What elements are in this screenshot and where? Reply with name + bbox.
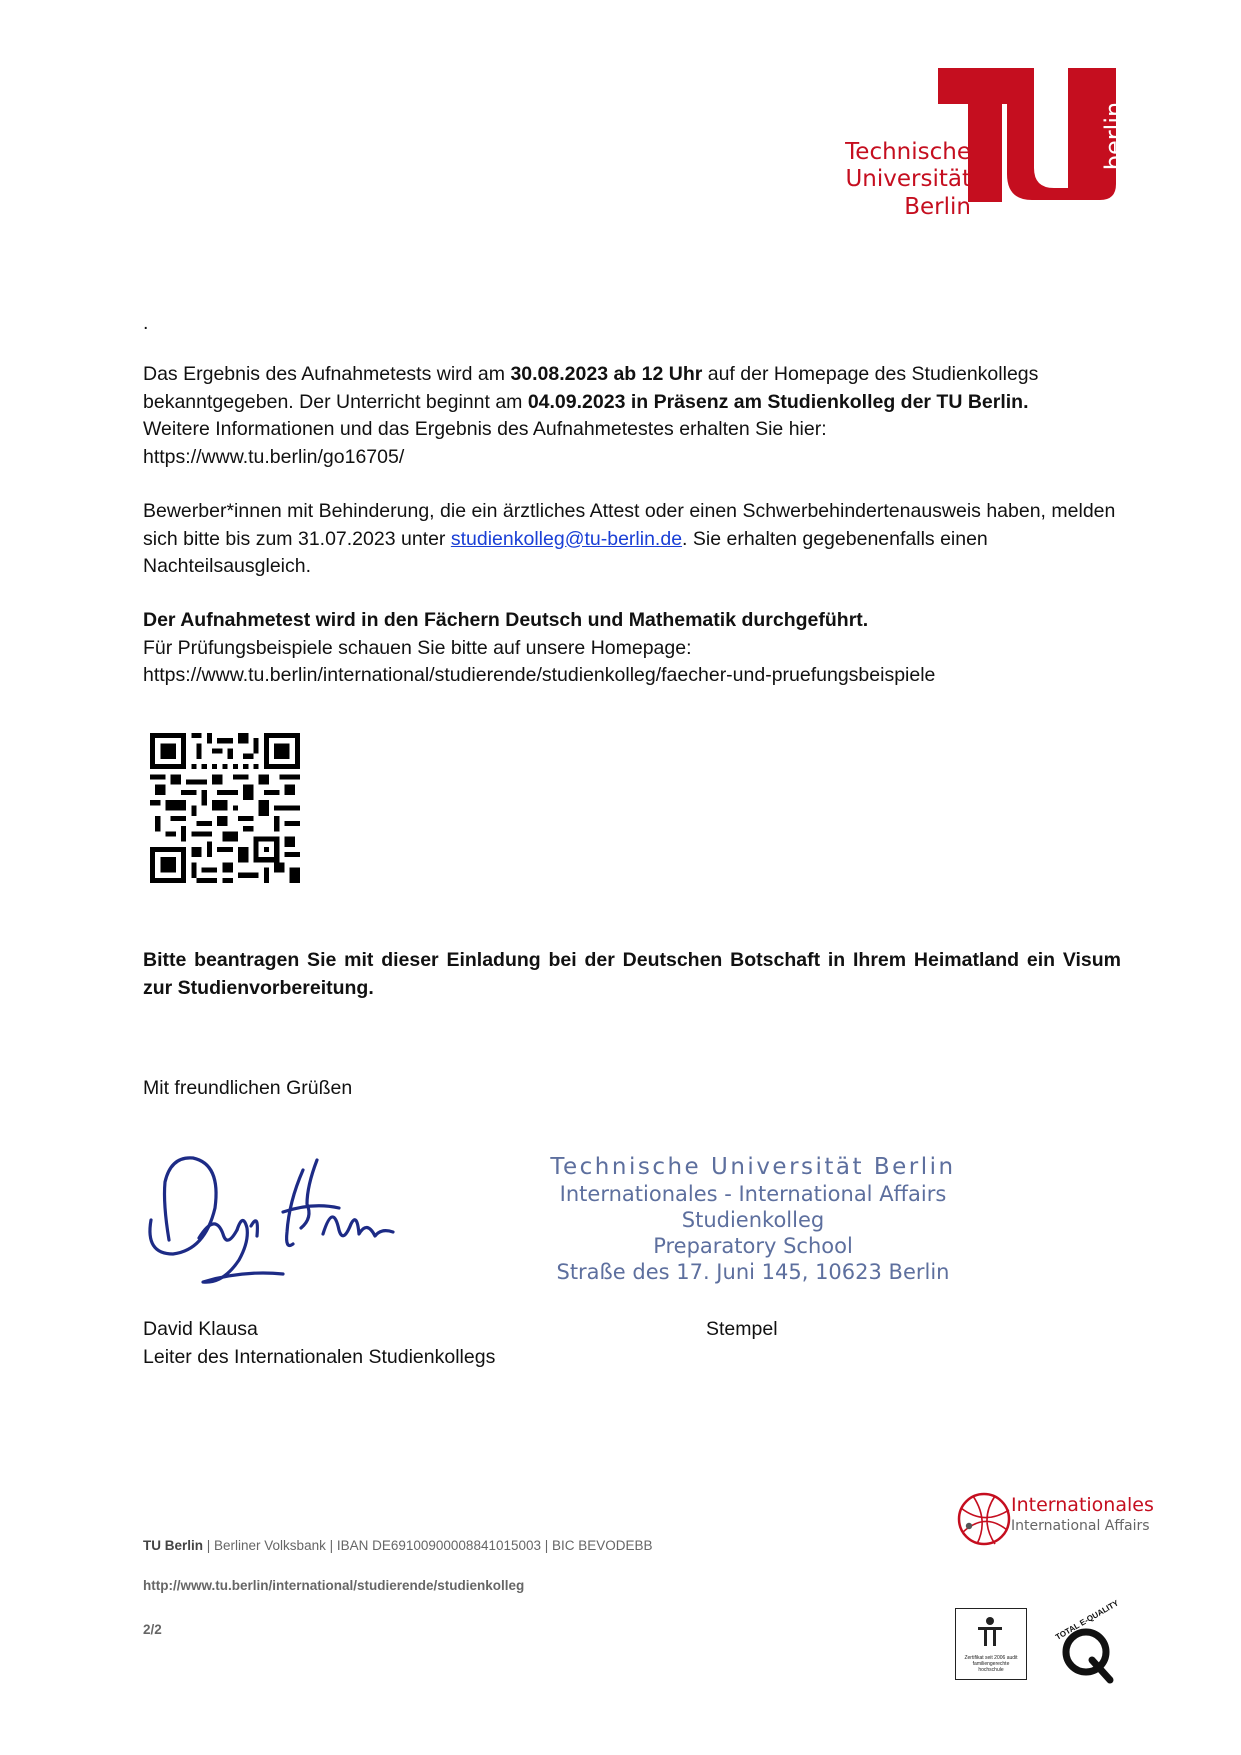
stamp-line-university: Technische Universität Berlin bbox=[550, 1154, 956, 1180]
p1-text-1: Das Ergebnis des Aufnahmetests wird am bbox=[143, 363, 511, 385]
p3-url: https://www.tu.berlin/international/studierende/studienkolleg/faecher-und-pruefungsbeispiele bbox=[143, 664, 936, 686]
leading-dot: . bbox=[143, 312, 149, 334]
signer-block bbox=[143, 1316, 663, 1371]
visa-note: Bitte beantragen Sie mit dieser Einladung bei der Deutschen Botschaft in Ihrem Heimatland ein Visum zur Studienvorbereitung. bbox=[143, 949, 1121, 999]
logo-word-technische: Technische bbox=[845, 139, 971, 165]
stamp-line-department: Internationales - International Affairs bbox=[559, 1182, 947, 1206]
p3-text-1: Für Prüfungsbeispiele schauen Sie bitte auf unsere Homepage: bbox=[143, 636, 692, 659]
footer-bank-rest: | Berliner Volksbank | IBAN DE69100900008841015003 | BIC BEVODEBB bbox=[203, 1538, 653, 1553]
page-number: 2/2 bbox=[143, 1622, 162, 1637]
logo-word-universitaet: Universität bbox=[845, 166, 971, 192]
p1-url: https://www.tu.berlin/go16705/ bbox=[143, 445, 405, 468]
certificate-text: Zertifikat seit 2006 audit familiengerechte hochschule bbox=[964, 1655, 1018, 1673]
footer-url[interactable]: http://www.tu.berlin/international/studierende/studienkolleg bbox=[143, 1578, 525, 1593]
globe-icon bbox=[955, 1490, 1013, 1548]
intl-logo-line2: International Affairs bbox=[1011, 1518, 1150, 1534]
p2-text-2: . Sie erhalten gegebenenfalls einen Nachteilsausgleich. bbox=[143, 527, 988, 577]
equality-text: TOTAL E-QUALITY bbox=[1054, 1598, 1121, 1642]
p1-text-2: auf der Homepage des Studienkollegs bekanntgegeben. Der Unterricht beginnt am bbox=[143, 363, 1039, 413]
p1-start-date: 04.09.2023 in Präsenz am Studienkolleg der TU Berlin. bbox=[527, 390, 1029, 413]
email-link[interactable]: studienkolleg@tu-berlin.de bbox=[450, 527, 683, 550]
audit-certificate-badge bbox=[955, 1608, 1027, 1680]
international-affairs-logo bbox=[955, 1490, 1175, 1550]
signer-title: Leiter des Internationalen Studienkollegs bbox=[143, 1345, 496, 1368]
footer-bank-info bbox=[143, 1538, 653, 1553]
paragraph-exam-subjects bbox=[143, 607, 1121, 690]
stamp-line-studienkolleg: Studienkolleg bbox=[681, 1208, 825, 1232]
qr-code[interactable] bbox=[150, 733, 300, 883]
family-audit-icon bbox=[956, 1613, 1025, 1653]
logo-word-berlin: Berlin bbox=[904, 194, 971, 220]
total-equality-badge bbox=[1052, 1598, 1121, 1684]
paragraph-disability-info bbox=[143, 498, 1121, 581]
stamp-label: Stempel bbox=[706, 1318, 778, 1340]
footer-bank-bold: TU Berlin bbox=[143, 1538, 204, 1553]
closing-greeting: Mit freundlichen Grüßen bbox=[143, 1077, 353, 1099]
p3-bold: Der Aufnahmetest wird in den Fächern Deutsch und Mathematik durchgeführt. bbox=[143, 609, 869, 631]
intl-logo-line1: Internationales bbox=[1011, 1494, 1154, 1516]
stamp-line-preparatory: Preparatory School bbox=[653, 1234, 853, 1258]
tu-berlin-logo bbox=[836, 64, 1126, 224]
p1-text-3: Weitere Informationen und das Ergebnis des Aufnahmetestes erhalten Sie hier: bbox=[143, 418, 827, 440]
stamp-line-address: Straße des 17. Juni 145, 10623 Berlin bbox=[556, 1260, 950, 1284]
institution-stamp bbox=[538, 1148, 968, 1288]
handwritten-signature bbox=[143, 1142, 401, 1290]
signer-name: David Klausa bbox=[143, 1318, 258, 1340]
logo-side-text: berlin bbox=[1100, 101, 1128, 171]
p1-result-date: 30.08.2023 ab 12 Uhr bbox=[510, 363, 703, 385]
p2-text-1: Bewerber*innen mit Behinderung, die ein ärztliches Attest oder einen Schwerbehindertenausweis haben, melden sich bitte bis zum 31.07.2023 unter bbox=[143, 500, 1116, 550]
paragraph-result-info bbox=[143, 361, 1121, 471]
